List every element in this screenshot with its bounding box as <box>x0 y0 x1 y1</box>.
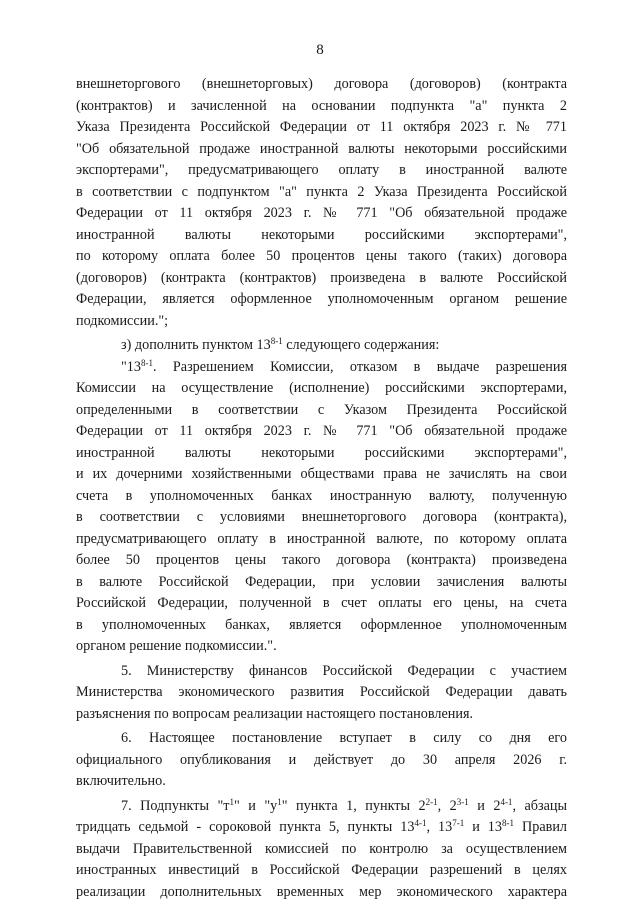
text-line <box>76 182 567 204</box>
text-line <box>76 160 567 182</box>
text-line <box>76 817 567 839</box>
text-line <box>76 839 567 861</box>
text-run: счета в уполномоченных банках иностранную валюту, полученную <box>76 487 567 504</box>
text-run: . Разрешением Комиссии, отказом в выдаче разрешения <box>152 358 567 375</box>
text-run: Федерации, является оформленное уполномоченным органом решение <box>76 291 567 307</box>
text-run: иностранной валюты некоторыми российскими экспортерами", <box>76 226 567 243</box>
text-line <box>76 464 567 486</box>
text-line <box>76 661 567 683</box>
superscript: 2-1 <box>425 796 438 807</box>
text-run: в валюте Российской Федерации, при условии зачисления валюты <box>76 573 567 590</box>
text-run: , 13 <box>426 819 453 835</box>
text-run: более 50 процентов цены такого договора (контракта) произведена <box>76 552 567 568</box>
superscript: 8-1 <box>270 336 283 346</box>
text-run: Правил <box>513 819 567 835</box>
text-line <box>76 96 567 118</box>
text-line <box>76 728 567 750</box>
text-run: в соответствии с условиями внешнеторгового договора (контракта), <box>76 509 567 525</box>
text-run: в соответствии с подпунктом "а" пункта 2 Указа Президента Российской <box>76 183 567 200</box>
text-run: следующего содержания: <box>282 337 440 353</box>
text-line <box>76 593 567 615</box>
superscript: 8-1 <box>140 357 153 368</box>
text-run: и 13 <box>464 819 502 835</box>
text-run: , 2 <box>437 797 457 814</box>
text-run: "Об обязательной продаже иностранной валюты некоторыми российскими <box>76 140 567 157</box>
document-body <box>76 74 567 903</box>
superscript: 3-1 <box>456 796 469 807</box>
text-run: подкомиссии."; <box>76 312 169 329</box>
text-run: включительно. <box>76 773 166 789</box>
text-run: иностранных инвестиций в Российской Федерации разрешений в целях <box>76 862 567 878</box>
text-line <box>76 378 567 400</box>
text-line <box>76 225 567 247</box>
text-run: " и "у <box>233 797 278 814</box>
text-run: Федерации от 11 октября 2023 г. № 771 "Об обязательной продаже <box>76 423 567 439</box>
superscript: 1 <box>277 796 282 807</box>
superscript: 4-1 <box>414 818 427 828</box>
text-run: з) дополнить пунктом 13 <box>121 337 271 353</box>
text-run: (контрактов) и зачисленной на основании подпункта "а" пункта 2 <box>76 97 567 114</box>
text-run: разъяснения по вопросам реализации настоящего постановления. <box>76 705 474 722</box>
text-line <box>76 357 567 379</box>
text-run: определенными в соответствии с Указом Президента Российской <box>76 401 567 418</box>
superscript: 8-1 <box>501 818 514 828</box>
text-line <box>76 507 567 529</box>
text-line <box>76 400 567 422</box>
text-line <box>76 796 567 818</box>
text-line <box>76 117 567 139</box>
text-line <box>76 882 567 904</box>
text-line <box>76 74 567 96</box>
text-run: 7. Подпункты "т <box>121 797 230 814</box>
text-line <box>76 486 567 508</box>
text-run: 6. Настоящее постановление вступает в силу со дня его <box>121 730 567 746</box>
superscript: 7-1 <box>452 818 465 828</box>
text-line <box>76 311 567 333</box>
text-line <box>76 246 567 268</box>
text-run: выдачи Правительственной комиссией по контролю за осуществлением <box>76 840 567 857</box>
text-line <box>76 421 567 443</box>
text-run: иностранной валюты некоторыми российскими экспортерами", <box>76 444 567 461</box>
text-run: Указа Президента Российской Федерации от 11 октября 2023 г. № 771 <box>76 119 567 135</box>
text-line <box>76 572 567 594</box>
text-run: (договоров) (контракта (контрактов) произведена в валюте Российской <box>76 269 567 286</box>
text-run: по которому оплата более 50 процентов цены такого (таких) договора <box>76 248 567 264</box>
text-line <box>76 636 567 658</box>
text-run: тридцать седьмой - сороковой пункта 5, пункты 13 <box>76 819 415 835</box>
text-run: реализации дополнительных временных мер экономического характера <box>76 883 567 900</box>
text-line <box>76 443 567 465</box>
text-run: 5. Министерству финансов Российской Федерации с участием <box>121 662 567 679</box>
page-number: 8 <box>316 42 324 58</box>
text-run: и их дочерними хозяйственными обществами права не зачислять на свои <box>76 466 567 482</box>
text-run: "13 <box>121 358 141 375</box>
text-line <box>76 615 567 637</box>
text-run: официального опубликования и действует до 30 апреля 2026 г. <box>76 751 567 768</box>
text-run: " пункта 1, пункты 2 <box>281 797 426 814</box>
text-line <box>76 335 567 357</box>
text-run: Министерства экономического развития Российской Федерации давать <box>76 684 567 700</box>
text-line <box>76 550 567 572</box>
text-run: Российской Федерации, полученной в счет оплаты его цены, на счета <box>76 595 567 611</box>
text-run: в уполномоченных банках, является оформленное уполномоченным <box>76 616 567 633</box>
text-line <box>76 268 567 290</box>
superscript: 4-1 <box>500 796 513 807</box>
text-line <box>76 529 567 551</box>
text-line <box>76 139 567 161</box>
text-run: , абзацы <box>512 797 568 814</box>
text-run: органом решение подкомиссии.". <box>76 638 277 654</box>
text-line <box>76 771 567 793</box>
text-line <box>76 750 567 772</box>
text-run: и 2 <box>468 797 501 814</box>
text-line <box>76 289 567 311</box>
text-run: внешнеторгового (внешнеторговых) договора (договоров) (контракта <box>76 76 567 92</box>
text-line <box>76 704 567 726</box>
text-line <box>76 860 567 882</box>
text-run: Комиссии на осуществление (исполнение) российскими экспортерами, <box>76 380 567 396</box>
superscript: 1 <box>229 796 234 807</box>
text-line <box>76 203 567 225</box>
text-line <box>76 682 567 704</box>
text-run: предусматривающего оплату в иностранной валюте, по которому оплата <box>76 530 567 547</box>
text-run: Федерации от 11 октября 2023 г. № 771 "Об обязательной продаже <box>76 205 567 221</box>
text-run: экспортерами", предусматривающего оплату в иностранной валюте <box>76 162 567 178</box>
